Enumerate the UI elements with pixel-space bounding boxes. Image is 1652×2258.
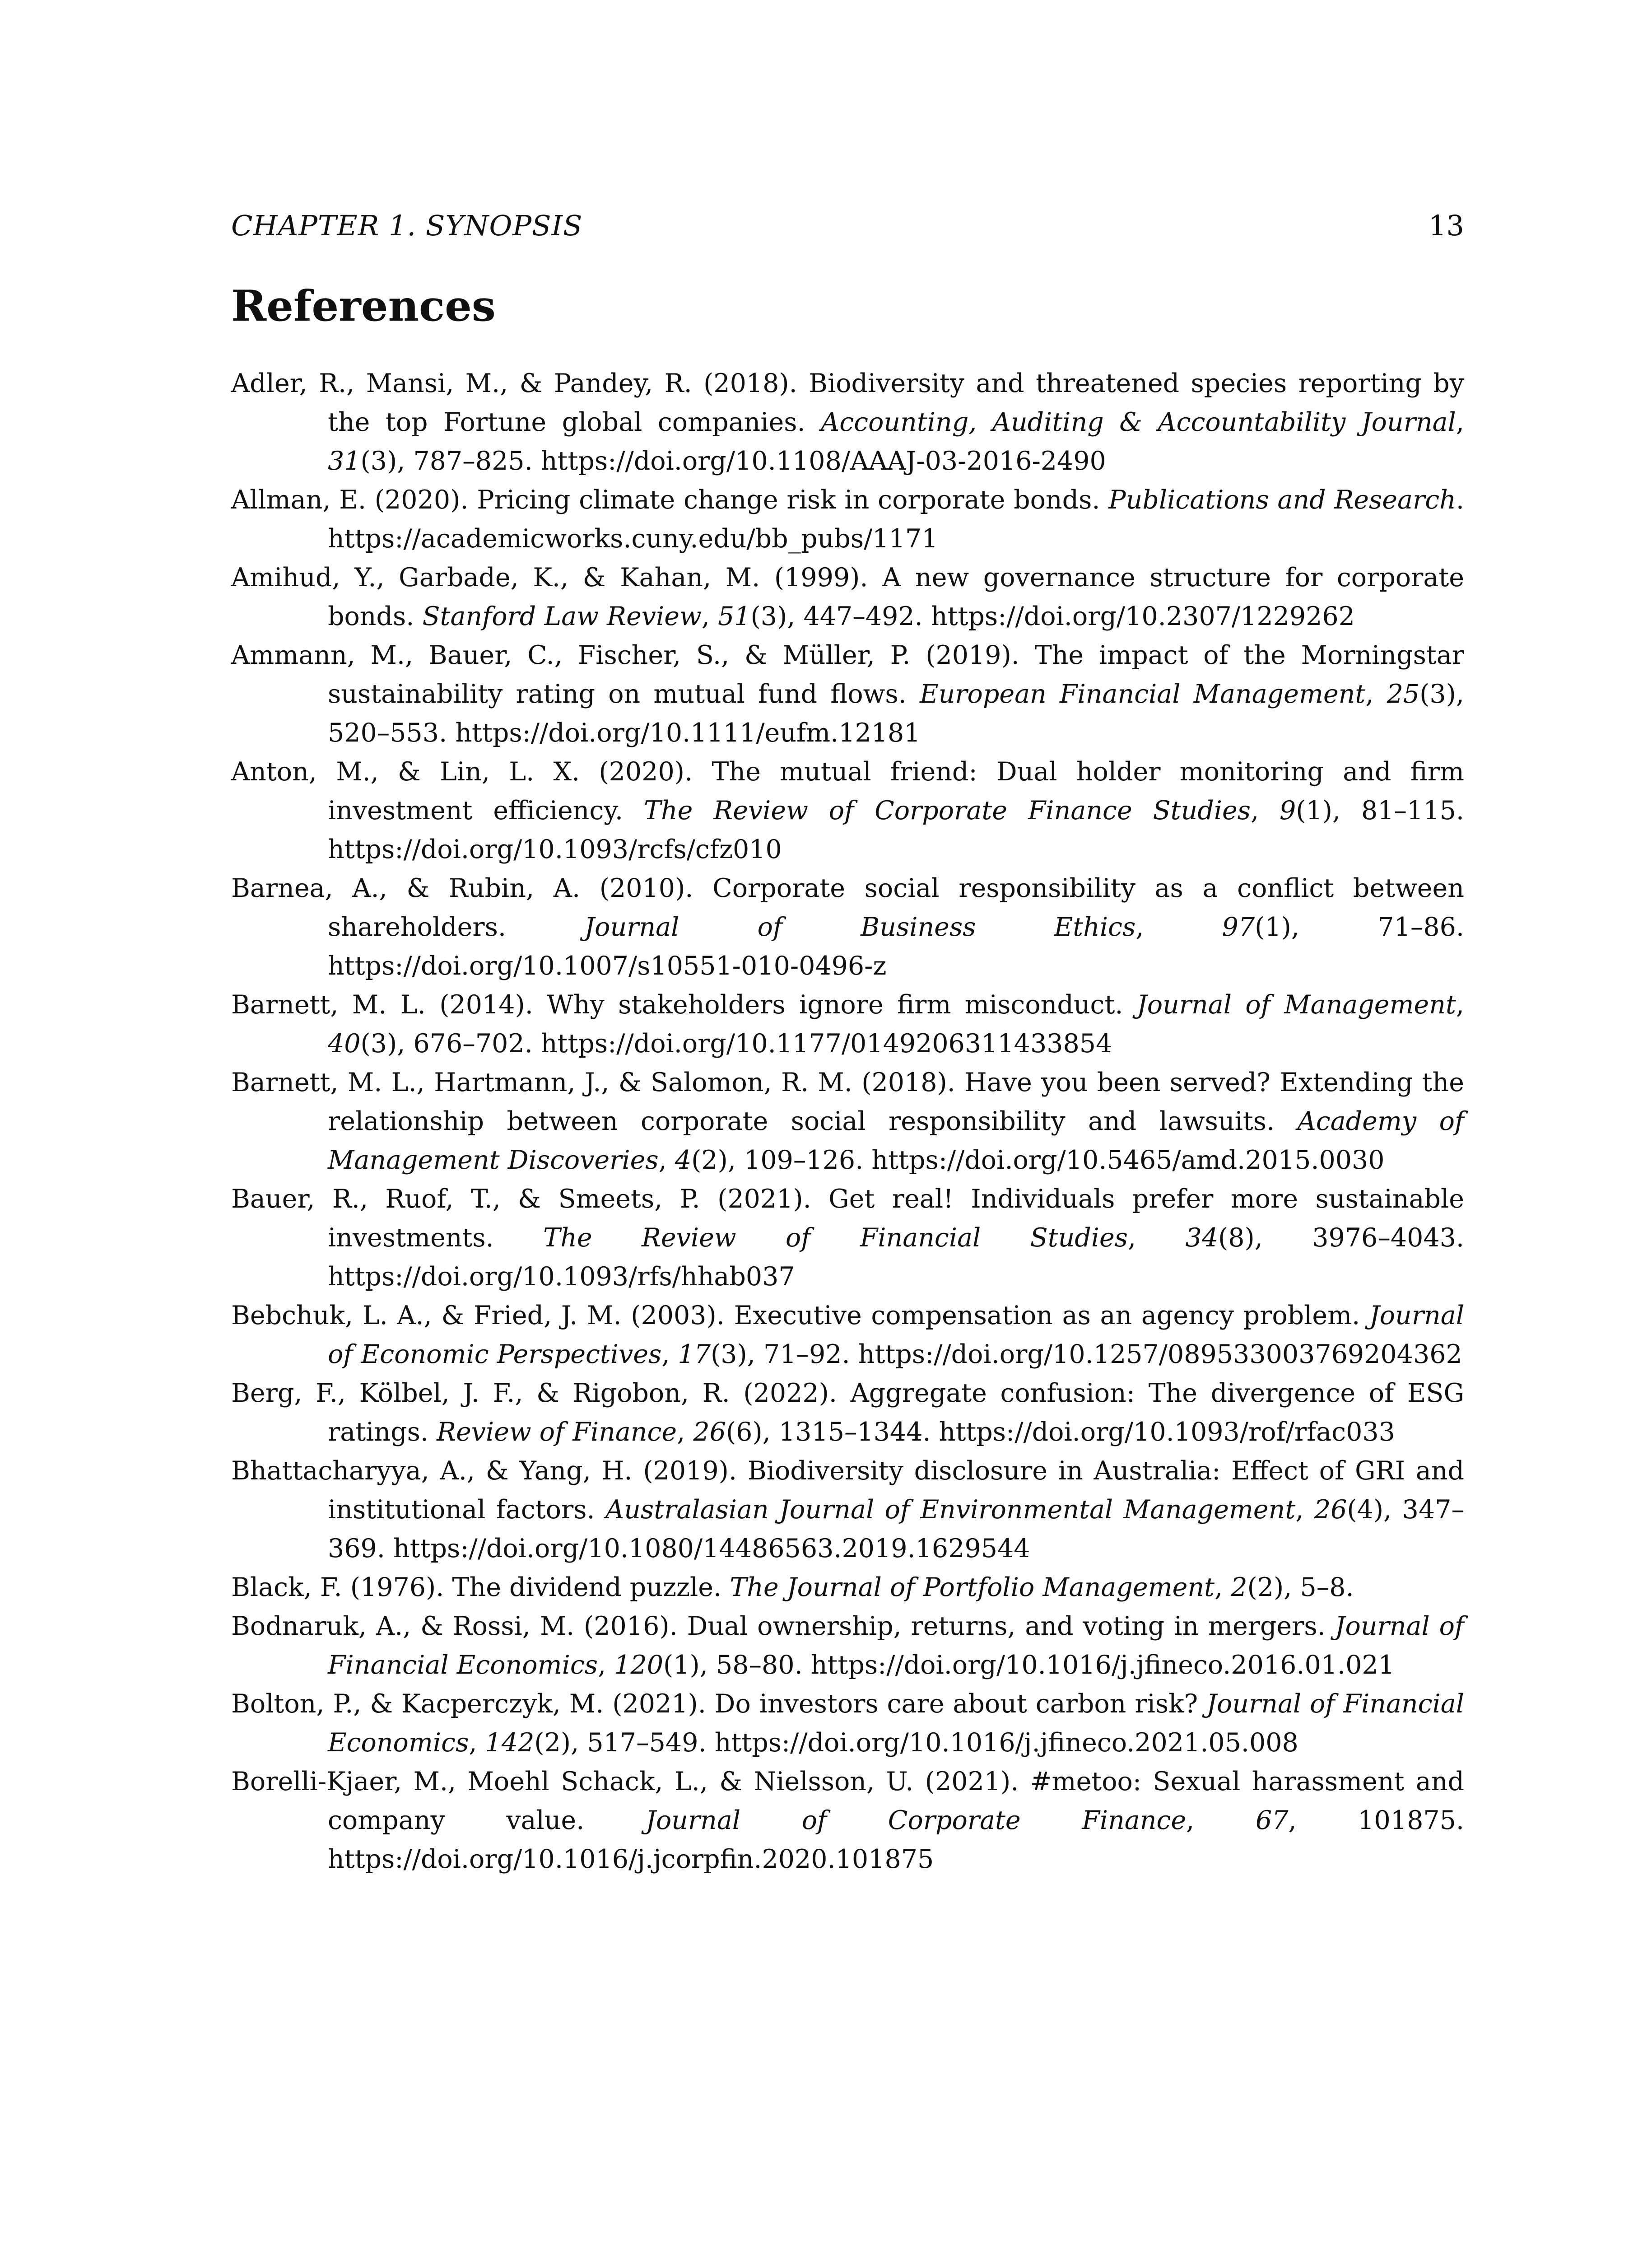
reference-separator: , — [661, 1339, 678, 1369]
reference-volume: 26 — [1314, 1495, 1347, 1525]
reference-locator: (2), 5–8. — [1247, 1572, 1354, 1602]
reference-locator: (1), 81–115. https://doi.org/10.1093/rcfs/cfz010 — [328, 796, 1464, 864]
reference-item — [231, 1180, 1464, 1296]
reference-text: Bauer, R., Ruof, T., & Smeets, P. (2021). Get real! Individuals prefer more sustainable investments. — [231, 1184, 1464, 1253]
reference-venue: Publications and Research — [1108, 485, 1456, 515]
reference-venue: The Journal of Portfolio Management — [730, 1572, 1215, 1602]
reference-venue: Journal of Management — [1136, 990, 1456, 1020]
reference-separator: , — [1295, 1495, 1314, 1525]
reference-item — [231, 1296, 1464, 1374]
reference-volume: 142 — [485, 1728, 535, 1758]
reference-separator: , — [1456, 990, 1465, 1020]
reference-venue: The Review of Financial Studies — [543, 1223, 1128, 1253]
reference-text: Bolton, P., & Kacperczyk, M. (2021). Do investors care about carbon risk? — [231, 1689, 1207, 1719]
reference-volume: 17 — [678, 1339, 711, 1369]
reference-volume: 67 — [1255, 1805, 1289, 1835]
reference-venue: Journal of Financial Economics — [328, 1689, 1465, 1758]
reference-venue: Journal of Economic Perspectives — [328, 1301, 1464, 1369]
reference-volume: 51 — [718, 602, 751, 631]
running-head — [231, 208, 1464, 244]
section-title: References — [231, 281, 496, 331]
reference-item — [231, 985, 1464, 1063]
reference-venue: Journal of Corporate Finance — [646, 1805, 1187, 1835]
reference-separator: , — [1186, 1805, 1256, 1835]
reference-volume: 120 — [614, 1650, 664, 1680]
reference-item — [231, 558, 1464, 636]
reference-venue: Accounting, Auditing & Accountability Journal — [821, 407, 1456, 437]
reference-item — [231, 364, 1464, 481]
reference-item — [231, 636, 1464, 752]
reference-locator: (3), 676–702. https://doi.org/10.1177/0149206311433854 — [360, 1029, 1112, 1059]
reference-volume: 9 — [1280, 796, 1296, 826]
reference-text: Barnett, M. L. (2014). Why stakeholders ignore firm misconduct. — [231, 990, 1137, 1020]
reference-volume: 34 — [1185, 1223, 1219, 1253]
reference-text: Ammann, M., Bauer, C., Fischer, S., & Müller, P. (2019). The impact of the Morningstar sustainability rating on mutual fund flows. — [231, 640, 1464, 709]
reference-text: Borelli-Kjaer, M., Moehl Schack, L., & Nielsson, U. (2021). #metoo: Sexual harassment and company value. — [231, 1767, 1464, 1835]
reference-separator: , — [677, 1417, 693, 1447]
reference-locator: (8), 3976–4043. https://doi.org/10.1093/rfs/hhab037 — [328, 1223, 1464, 1292]
reference-separator: , — [701, 602, 718, 631]
reference-separator: , — [1214, 1572, 1231, 1602]
reference-item — [231, 481, 1464, 558]
reference-venue: The Review of Corporate Finance Studies — [643, 796, 1251, 826]
reference-text: Berg, F., Kölbel, J. F., & Rigobon, R. (2022). Aggregate confusion: The divergence of ESG ratings. — [231, 1378, 1464, 1447]
reference-separator: , — [469, 1728, 485, 1758]
reference-text: Bebchuk, L. A., & Fried, J. M. (2003). Executive compensation as an agency problem. — [231, 1301, 1369, 1330]
reference-locator: (3), 447–492. https://doi.org/10.2307/1229262 — [750, 602, 1355, 631]
reference-text: Barnett, M. L., Hartmann, J., & Salomon, R. M. (2018). Have you been served? Extending the relationship between corporate social responsibility and lawsuits. — [231, 1068, 1464, 1136]
reference-separator: , — [598, 1650, 614, 1680]
reference-locator: (3), 787–825. https://doi.org/10.1108/AAAJ-03-2016-2490 — [360, 446, 1106, 476]
reference-text: Amihud, Y., Garbade, K., & Kahan, M. (1999). A new governance structure for corporate bonds. — [231, 563, 1464, 631]
reference-separator: , — [1250, 796, 1280, 826]
reference-item — [231, 1374, 1464, 1451]
reference-locator: (3), 520–553. https://doi.org/10.1111/eufm.12181 — [328, 679, 1464, 748]
reference-locator: . https://academicworks.cuny.edu/bb_pubs/1171 — [328, 485, 1464, 554]
reference-text: Bhattacharyya, A., & Yang, H. (2019). Biodiversity disclosure in Australia: Effect of GRI and institutional factors. — [231, 1456, 1464, 1525]
reference-separator: , — [1135, 912, 1222, 942]
reference-locator: , 101875. https://doi.org/10.1016/j.jcorpfin.2020.101875 — [328, 1805, 1464, 1874]
reference-venue: Academy of Management Discoveries — [328, 1106, 1465, 1175]
reference-locator: (1), 58–80. https://doi.org/10.1016/j.jfineco.2016.01.021 — [663, 1650, 1395, 1680]
reference-locator: (2), 109–126. https://doi.org/10.5465/amd.2015.0030 — [691, 1145, 1385, 1175]
reference-venue: European Financial Management — [919, 679, 1366, 709]
reference-volume: 2 — [1231, 1572, 1247, 1602]
reference-item — [231, 869, 1464, 985]
reference-venue: Journal of Financial Economics — [328, 1611, 1464, 1680]
chapter-label: CHAPTER 1. SYNOPSIS — [231, 209, 583, 242]
reference-text: Anton, M., & Lin, L. X. (2020). The mutual friend: Dual holder monitoring and firm investment efficiency. — [231, 757, 1464, 826]
page-number: 13 — [1429, 209, 1464, 242]
reference-text: Black, F. (1976). The dividend puzzle. — [231, 1572, 730, 1602]
reference-list — [231, 364, 1464, 1879]
reference-text: Allman, E. (2020). Pricing climate change risk in corporate bonds. — [231, 485, 1109, 515]
reference-locator: (3), 71–92. https://doi.org/10.1257/089533003769204362 — [711, 1339, 1462, 1369]
reference-separator: , — [1456, 407, 1465, 437]
reference-locator: (1), 71–86. https://doi.org/10.1007/s10551-010-0496-z — [328, 912, 1464, 981]
reference-locator: (2), 517–549. https://doi.org/10.1016/j.jfineco.2021.05.008 — [534, 1728, 1298, 1758]
reference-volume: 26 — [693, 1417, 726, 1447]
reference-volume: 25 — [1387, 679, 1420, 709]
reference-venue: Stanford Law Review — [422, 602, 702, 631]
reference-volume: 40 — [328, 1029, 361, 1059]
reference-item — [231, 1684, 1464, 1762]
reference-locator: (4), 347–369. https://doi.org/10.1080/14486563.2019.1629544 — [328, 1495, 1464, 1563]
reference-volume: 97 — [1222, 912, 1255, 942]
reference-item — [231, 1762, 1464, 1879]
reference-volume: 31 — [328, 446, 361, 476]
reference-item — [231, 1607, 1464, 1684]
reference-separator: , — [1128, 1223, 1186, 1253]
reference-separator: , — [658, 1145, 675, 1175]
reference-text: Barnea, A., & Rubin, A. (2010). Corporate social responsibility as a conflict between shareholders. — [231, 873, 1464, 942]
reference-item — [231, 752, 1464, 869]
reference-volume: 4 — [675, 1145, 692, 1175]
reference-item — [231, 1451, 1464, 1568]
reference-item — [231, 1568, 1464, 1607]
reference-venue: Australasian Journal of Environmental Management — [605, 1495, 1296, 1525]
reference-text: Adler, R., Mansi, M., & Pandey, R. (2018). Biodiversity and threatened species reporting by the top Fortune global companies. — [231, 369, 1464, 437]
reference-venue: Journal of Business Ethics — [584, 912, 1136, 942]
reference-locator: (6), 1315–1344. https://doi.org/10.1093/rof/rfac033 — [726, 1417, 1395, 1447]
reference-separator: , — [1365, 679, 1387, 709]
reference-venue: Review of Finance — [437, 1417, 677, 1447]
reference-text: Bodnaruk, A., & Rossi, M. (2016). Dual ownership, returns, and voting in mergers. — [231, 1611, 1335, 1641]
reference-item — [231, 1063, 1464, 1180]
